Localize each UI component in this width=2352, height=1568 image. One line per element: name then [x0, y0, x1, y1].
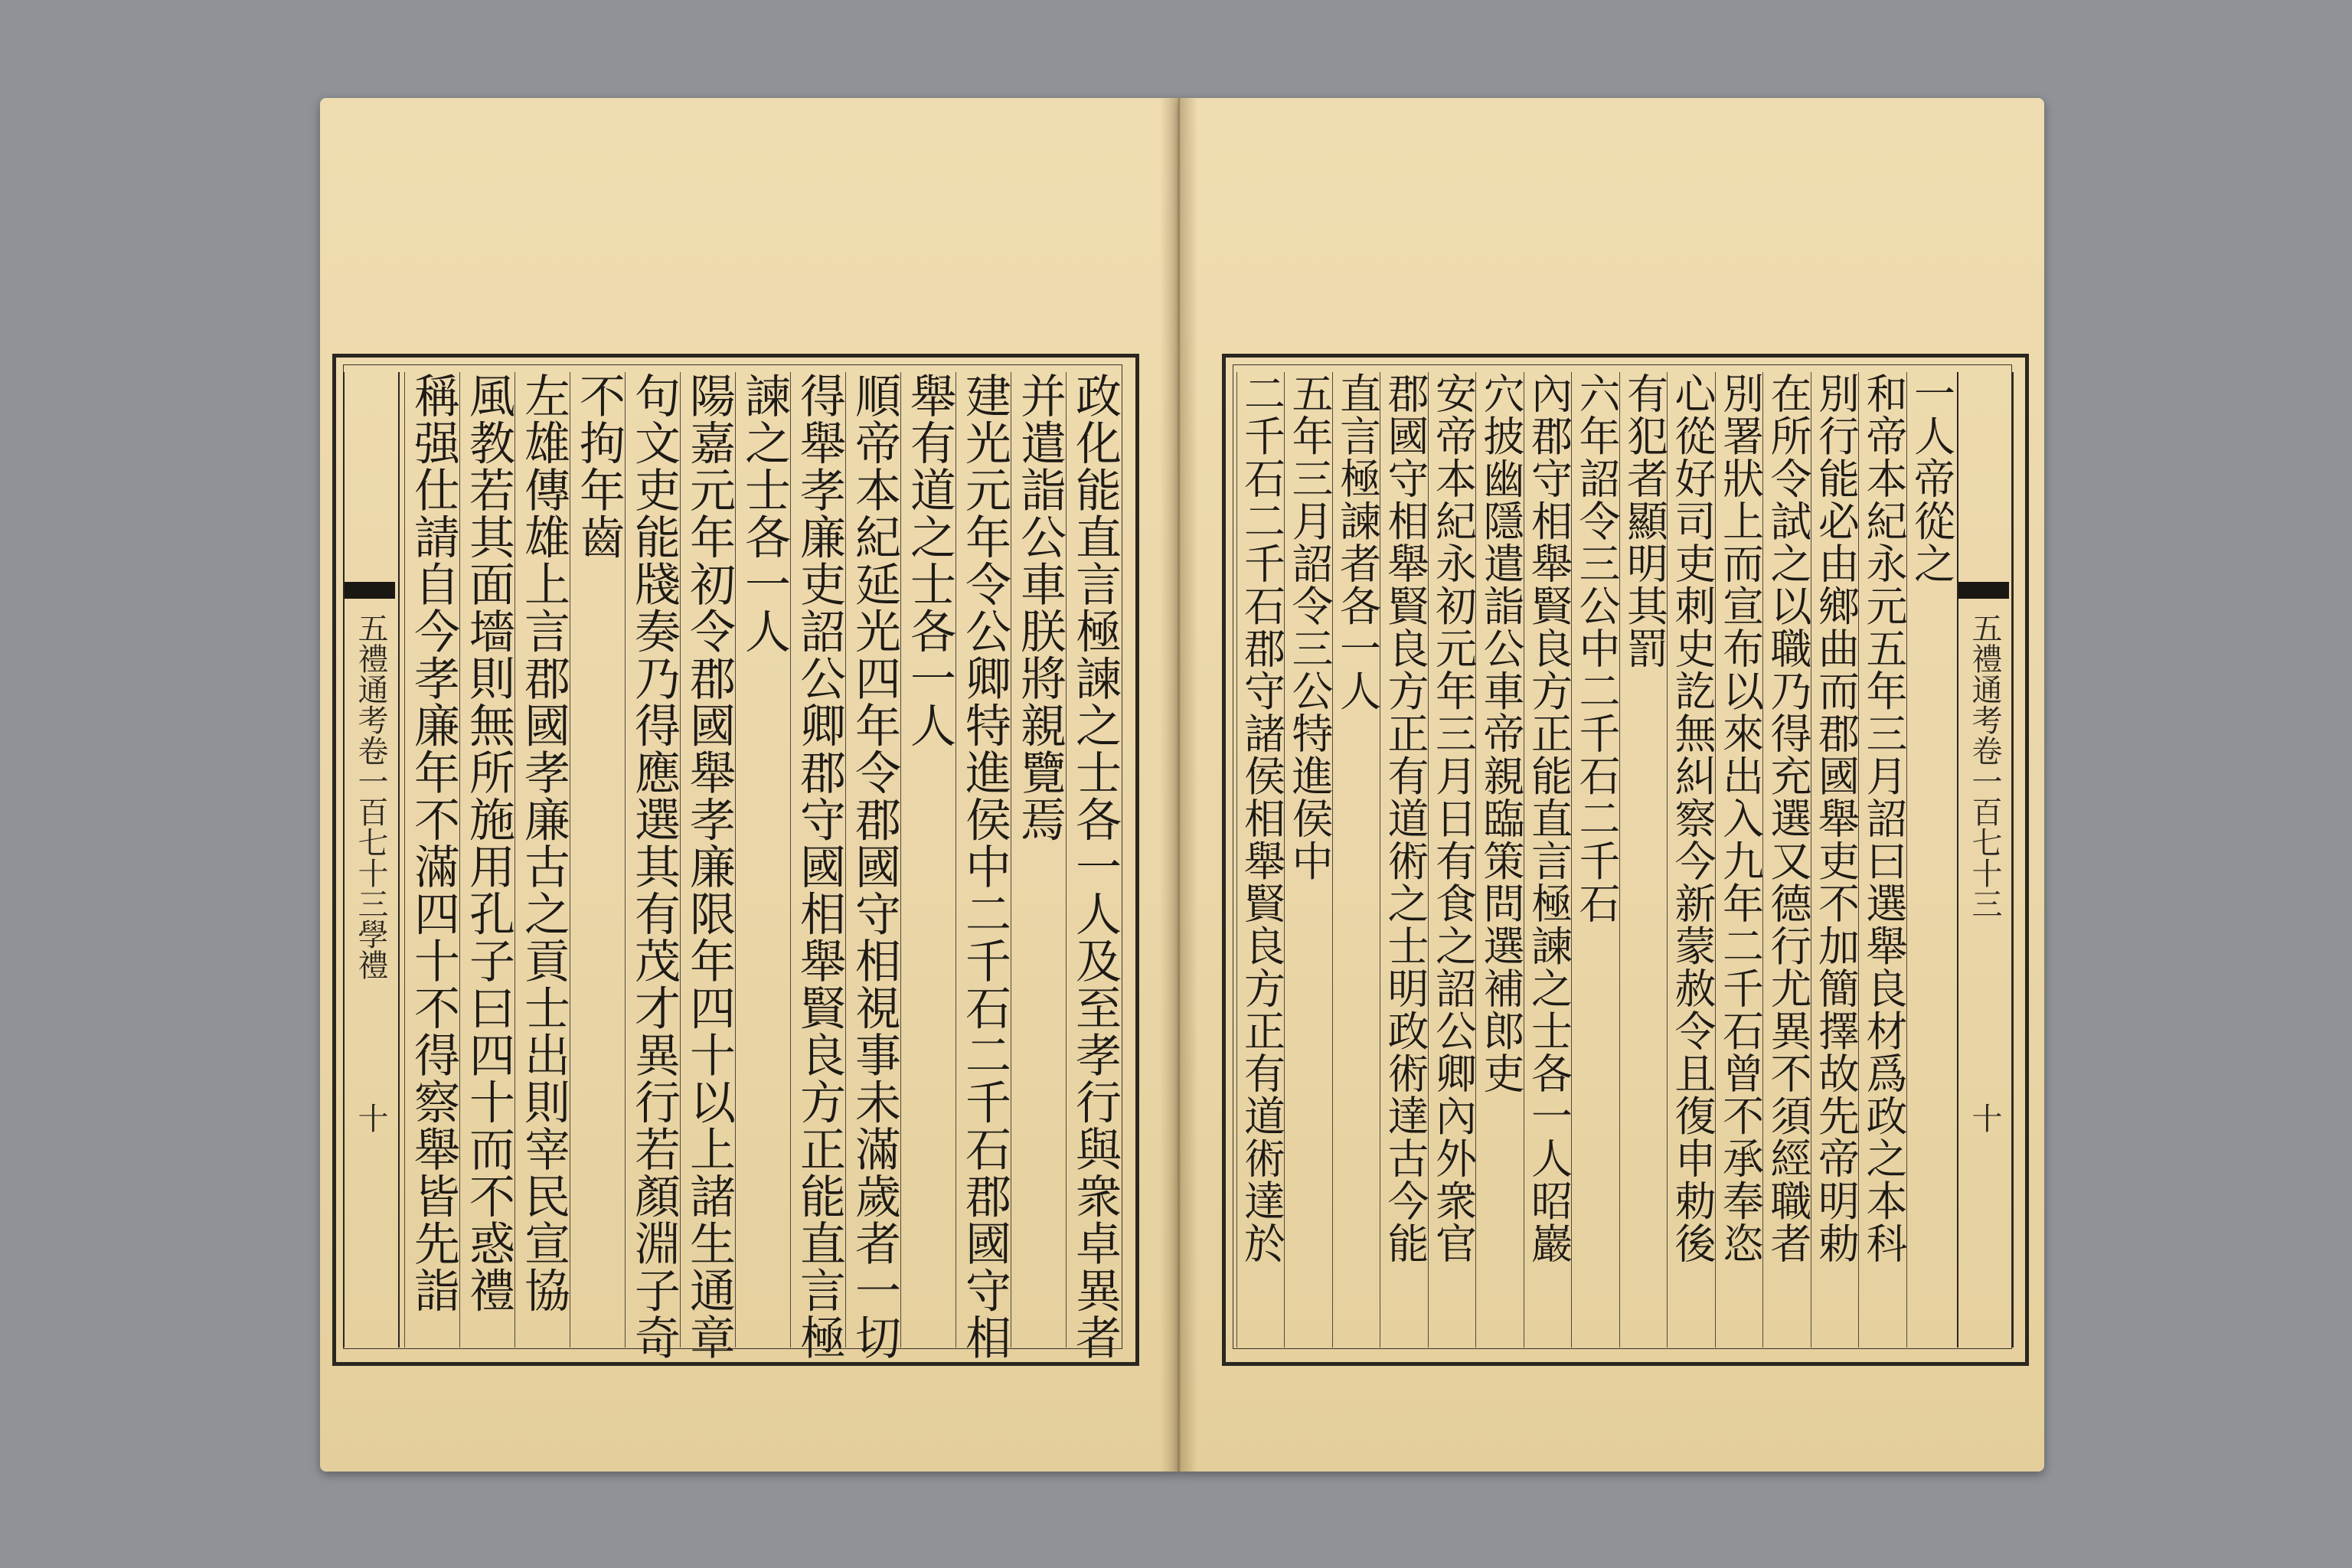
text-column: 二千石二千石郡守諸侯相舉賢良方正有道術達於: [1237, 372, 1286, 1265]
text-column: 郡國守相舉賢良方正有道術之士明政術達古今能: [1381, 372, 1429, 1265]
text-column: 六年詔令三公中二千石二千石: [1573, 372, 1621, 925]
text-column: 五年三月詔令三公特進侯中: [1285, 372, 1334, 882]
right-banxin-title: 五禮通考卷一百七十三: [1967, 612, 2002, 919]
right-banxin-leaf: 十: [1967, 1102, 2002, 1133]
text-column: 句文吏能牋奏乃得應選其有茂才異行若顏淵子奇: [627, 372, 681, 1361]
text-column: 并遣詣公車朕將親覽焉: [1013, 372, 1067, 843]
text-column: 有犯者顯明其罰: [1620, 372, 1669, 670]
text-column: 心從好司吏刺史訖無糾察今新蒙赦令且復申勅後: [1668, 372, 1717, 1265]
column-rule: [404, 372, 405, 1348]
text-column: 稱强仕請自今孝廉年不滿四十不得察舉皆先詣: [407, 372, 460, 1314]
text-column: 得舉孝廉吏詔公卿郡守國相舉賢良方正能直言極: [792, 372, 846, 1361]
text-column: 在所令試之以職乃得充選又德行尤異不須經職者: [1764, 372, 1812, 1265]
text-column: 和帝本紀永元五年三月詔曰選舉良材爲政之本科: [1860, 372, 1908, 1265]
left-fishtail-mark: [345, 582, 395, 599]
text-column: 一人帝從之: [1907, 372, 1956, 585]
column-rule: [1236, 372, 1237, 1348]
right-fishtail-mark: [1958, 582, 2009, 599]
left-banxin-leaf: 十: [353, 1102, 388, 1133]
text-column: 別行能必由鄉曲而郡國舉吏不加簡擇故先帝明勅: [1811, 372, 1860, 1265]
text-column: 舉有道之士各一人: [903, 372, 956, 749]
text-column: 穴披幽隱遣詣公車帝親臨策問選補郎吏: [1477, 372, 1525, 1095]
text-column: 內郡守相舉賢良方正能直言極諫之士各一人昭巖: [1524, 372, 1573, 1265]
text-column: 直言極諫者各一人: [1333, 372, 1382, 712]
text-column: 政化能直言極諫之士各一人及至孝行與衆卓異者: [1068, 372, 1122, 1361]
text-column: 風教若其面墻則無所施用孔子曰四十而不惑禮: [462, 372, 515, 1314]
text-column: 左雄傳雄上言郡國孝廉古之貢士出則宰民宣協: [517, 372, 570, 1314]
text-column: 諫之士各一人: [737, 372, 791, 655]
text-column: 安帝本紀永初元年三月日有食之詔公卿內外衆官: [1429, 372, 1478, 1265]
book-gutter: [1160, 98, 1198, 1472]
text-column: 順帝本紀延光四年令郡國守相視事未滿歲者一切: [848, 372, 901, 1361]
text-column: 陽嘉元年初令郡國舉孝廉限年四十以上諸生通章: [682, 372, 736, 1361]
left-banxin-title: 五禮通考卷一百七十三學禮: [353, 612, 388, 980]
text-column: 不拘年齒: [572, 372, 626, 560]
text-column: 建光元年令公卿特進侯中二千石二千石郡國守相: [958, 372, 1011, 1361]
text-column: 別署狀上而宣布以來出入九年二千石曾不承奉恣: [1716, 372, 1765, 1265]
